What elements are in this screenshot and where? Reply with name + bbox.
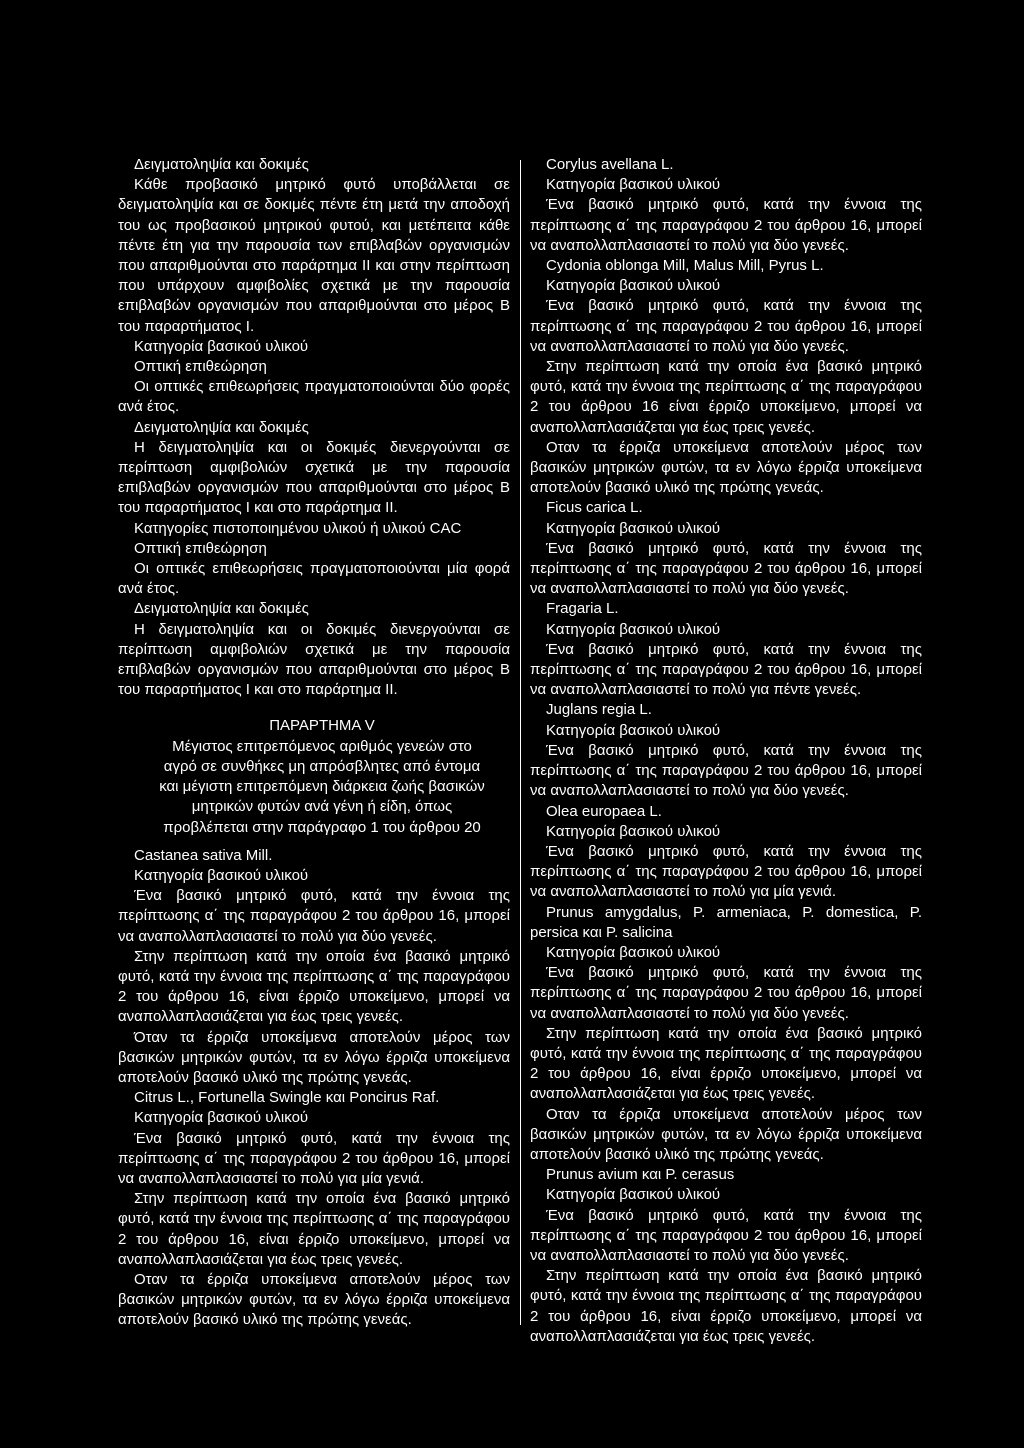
category-heading: Κατηγορία βασικού υλικού	[546, 943, 721, 961]
paragraph: Ένα βασικό μητρικό φυτό, κατά την έννοια της περίπτωσης α΄ της παραγράφου 2 του άρθρου 16, μπορεί να αναπολλαπλασιαστεί το πολύ για δύο γενεές.	[530, 539, 922, 598]
paragraph: Οταν τα έρριζα υποκείμενα αποτελούν μέρος των βασικών μητρικών φυτών, τα εν λόγω έρριζα υποκείμενα αποτελούν βασικό υλικό της πρώτης γενεάς.	[530, 438, 922, 497]
annex-title: ΠΑΡΑΡΤΗΜΑ V	[269, 717, 375, 735]
paragraph: Ένα βασικό μητρικό φυτό, κατά την έννοια της περίπτωσης α΄ της παραγράφου 2 του άρθρου 16, μπορεί να αναπολλαπλασιαστεί το πολύ για δύο γενεές.	[118, 887, 510, 945]
species-heading: Cydonia oblonga Mill, Malus Mill, Pyrus L.	[546, 257, 824, 275]
category-heading: Κατηγορία βασικού υλικού	[546, 620, 721, 638]
species-heading: Prunus amygdalus, P. armeniaca, P. domestica, P. persica και P. salicina	[530, 903, 922, 941]
paragraph: Οταν τα έρριζα υποκείμενα αποτελούν μέρος των βασικών μητρικών φυτών, τα εν λόγω έρριζα υποκείμενα αποτελούν βασικό υλικό της πρώτης γενεάς.	[118, 1270, 510, 1329]
category-heading: Κατηγορίες πιστοποιημένου υλικού ή υλικού CAC	[134, 519, 462, 537]
species-heading: Corylus avellana L.	[546, 156, 674, 173]
paragraph: Ένα βασικό μητρικό φυτό, κατά την έννοια της περίπτωσης α΄ της παραγράφου 2 του άρθρου 16, μπορεί να αναπολλαπλασιαστεί το πολύ για δύο γενεές.	[530, 964, 922, 1022]
species-heading: Olea europaea L.	[546, 802, 662, 820]
paragraph: Ένα βασικό μητρικό φυτό, κατά την έννοια της περίπτωσης α΄ της παραγράφου 2 του άρθρου 16, μπορεί να αναπολλαπλασιαστεί το πολύ για πέντε γενεές.	[530, 640, 922, 699]
paragraph: Στην περίπτωση κατά την οποία ένα βασικό μητρικό φυτό, κατά την έννοια της περίπτωσης α΄ της παραγράφου 2 του άρθρου 16, είναι έρριζο υποκείμενο, μπορεί να αναπολλαπλασιάζεται για έως τρεις γενεές.	[530, 1024, 922, 1103]
paragraph: Όταν τα έρριζα υποκείμενα αποτελούν μέρος των βασικών μητρικών φυτών, τα εν λόγω έρριζα υποκείμενα αποτελούν βασικό υλικό της πρώτης γενεάς.	[118, 1028, 510, 1086]
paragraph: Στην περίπτωση κατά την οποία ένα βασικό μητρικό φυτό, κατά την έννοια της περίπτωσης α΄ της παραγράφου 2 του άρθρου 16, είναι έρριζο υποκείμενο, μπορεί να αναπολλαπλασιάζεται για έως τρεις γενεές.	[118, 947, 510, 1026]
paragraph: Οι οπτικές επιθεωρήσεις πραγματοποιούνται μία φορά ανά έτος.	[118, 560, 510, 598]
paragraph: Στην περίπτωση κατά την οποία ένα βασικό μητρικό φυτό, κατά την έννοια της περίπτωσης α΄ της παραγράφου 2 του άρθρου 16, είναι έρριζο υποκείμενο, μπορεί να αναπολλαπλασιάζεται για έως τρεις γενεές.	[530, 1267, 922, 1345]
paragraph: Στην περίπτωση κατά την οποία ένα βασικό μητρικό φυτό, κατά την έννοια της περίπτωσης α΄ της παραγράφου 2 του άρθρου 16, είναι έρριζο υποκείμενο, μπορεί να αναπολλαπλασιάζεται για έως τρεις γενεές.	[118, 1190, 510, 1268]
column-divider	[520, 160, 521, 1325]
category-heading: Κατηγορία βασικού υλικού	[546, 822, 721, 840]
species-heading: Fragaria L.	[546, 600, 619, 618]
category-heading: Κατηγορία βασικού υλικού	[546, 277, 721, 295]
species-heading: Juglans regia L.	[546, 701, 652, 719]
paragraph: Ένα βασικό μητρικό φυτό, κατά την έννοια της περίπτωσης α΄ της παραγράφου 2 του άρθρου 16, μπορεί να αναπολλαπλασιαστεί το πολύ για μία γενιά.	[118, 1129, 510, 1187]
species-heading: Citrus L., Fortunella Swingle και Poncirus Raf.	[134, 1089, 440, 1107]
category-heading: Κατηγορία βασικού υλικού	[134, 1109, 309, 1127]
paragraph: Ένα βασικό μητρικό φυτό, κατά την έννοια της περίπτωσης α΄ της παραγράφου 2 του άρθρου 16, μπορεί να αναπολλαπλασιαστεί το πολύ για μία γενιά.	[530, 842, 922, 901]
annex-subtitle: Μέγιστος επιτρεπόμενος αριθμός γενεών στο αγρό σε συνθήκες μη απρόσβλητες από έντομα και μέγιστη επιτρεπόμενη διάρκεια ζωής βασικών μητρικών φυτών ανά γένη ή είδη, όπως προβλέπεται στην παράγραφο 1 του άρθρου 20	[159, 737, 485, 836]
species-heading: Castanea sativa Mill.	[134, 846, 273, 864]
heading-sampling: Δειγματοληψία και δοκιμές	[134, 600, 309, 618]
heading-visual-inspection: Οπτική επιθεώρηση	[134, 358, 267, 376]
heading-sampling: Δειγματοληψία και δοκιμές	[134, 156, 309, 173]
paragraph: Κάθε προβασικό μητρικό φυτό υποβάλλεται σε δειγματοληψία και σε δοκιμές πέντε έτη μετά την αποδοχή του ως προβασικού μητρικού φυτού, και μετέπειτα κάθε πέντε έτη για την παρουσία των επιβλαβών οργανισμών που απαριθμούνται στο παράρτημα II και στην περίπτωση που υπάρχουν αμφιβολίες σχετικά με την παρουσία επιβλαβών οργανισμών που απαριθμούνται στο μέρος Β του παραρτήματος I.	[118, 176, 510, 335]
species-heading: Ficus carica L.	[546, 499, 643, 517]
paragraph: Στην περίπτωση κατά την οποία ένα βασικό μητρικό φυτό, κατά την έννοια της περίπτωσης α΄ της παραγράφου 2 του άρθρου 16 είναι έρριζο υποκείμενο, μπορεί να αναπολλαπλασιάζεται για έως τρεις γενεές.	[530, 358, 922, 436]
paragraph: Ένα βασικό μητρικό φυτό, κατά την έννοια της περίπτωσης α΄ της παραγράφου 2 του άρθρου 16, μπορεί να αναπολλαπλασιαστεί το πολύ για δύο γενεές.	[530, 741, 922, 800]
paragraph: Ένα βασικό μητρικό φυτό, κατά την έννοια της περίπτωσης α΄ της παραγράφου 2 του άρθρου 16, μπορεί να αναπολλαπλασιαστεί το πολύ για δύο γενεές.	[530, 297, 922, 355]
paragraph: Οταν τα έρριζα υποκείμενα αποτελούν μέρος των βασικών μητρικών φυτών, τα εν λόγω έρριζα υποκείμενα αποτελούν βασικό υλικό της πρώτης γενεάς.	[530, 1105, 922, 1163]
heading-sampling: Δειγματοληψία και δοκιμές	[134, 418, 309, 436]
paragraph: Η δειγματοληψία και οι δοκιμές διενεργούνται σε περίπτωση αμφιβολιών σχετικά με την παρουσία επιβλαβών οργανισμών που απαριθμούνται στο μέρος Β του παραρτήματος I και στο παράρτημα II.	[118, 620, 510, 699]
category-heading: Κατηγορία βασικού υλικού	[546, 176, 721, 194]
paragraph: Η δειγματοληψία και οι δοκιμές διενεργούνται σε περίπτωση αμφιβολιών σχετικά με την παρουσία επιβλαβών οργανισμών που απαριθμούνται στο μέρος Β του παραρτήματος I και στο παράρτημα II.	[118, 438, 510, 517]
category-heading: Κατηγορία βασικού υλικού	[546, 1186, 721, 1204]
paragraph: Οι οπτικές επιθεωρήσεις πραγματοποιούνται δύο φορές ανά έτος.	[118, 378, 510, 416]
heading-visual-inspection: Οπτική επιθεώρηση	[134, 539, 267, 557]
species-heading: Prunus avium και P. cerasus	[546, 1166, 735, 1184]
category-heading: Κατηγορία βασικού υλικού	[134, 337, 309, 355]
category-heading: Κατηγορία βασικού υλικού	[546, 519, 721, 537]
category-heading: Κατηγορία βασικού υλικού	[546, 721, 721, 739]
right-column	[530, 155, 922, 1347]
paragraph: Ένα βασικό μητρικό φυτό, κατά την έννοια της περίπτωσης α΄ της παραγράφου 2 του άρθρου 16, μπορεί να αναπολλαπλασιαστεί το πολύ για δύο γενεές.	[530, 1206, 922, 1264]
category-heading: Κατηγορία βασικού υλικού	[134, 866, 309, 884]
paragraph: Ένα βασικό μητρικό φυτό, κατά την έννοια της περίπτωσης α΄ της παραγράφου 2 του άρθρου 16, μπορεί να αναπολλαπλασιαστεί το πολύ για δύο γενεές.	[530, 196, 922, 254]
left-column	[118, 155, 510, 1331]
